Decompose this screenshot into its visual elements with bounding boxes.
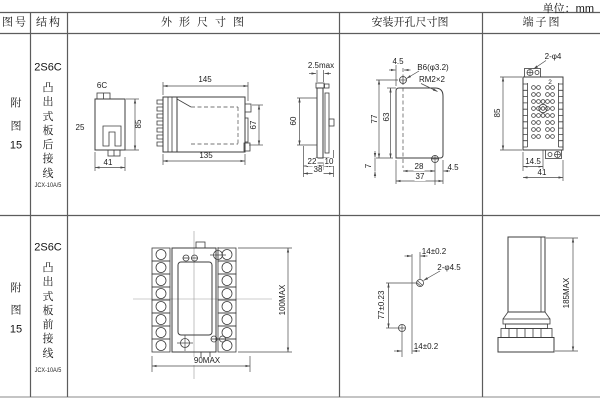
hole-callout-b6: B6(φ3.2) (417, 63, 449, 72)
fig-number-char: 附 (10, 282, 22, 295)
dim-60-label: 60 (289, 116, 298, 126)
fig-number-char: 图 (10, 120, 22, 133)
dim-41-terminal-label: 41 (537, 168, 547, 177)
unit-label: 单位：mm (542, 3, 594, 15)
dim-90max-label: 90MAX (193, 356, 221, 365)
header-outline: 外形尺寸图 (161, 16, 251, 29)
dim-10-label: 10 (324, 157, 334, 166)
dim-145-label: 145 (198, 75, 212, 84)
dim-4-5-top-label: 4.5 (392, 57, 404, 66)
model-code: 2S6C (34, 241, 62, 254)
dim-67-label: 67 (249, 120, 258, 130)
structure-description: 凸出式板后接线 (42, 82, 54, 180)
dim-7-label: 7 (364, 163, 373, 169)
fig-number: 15 (9, 139, 23, 152)
table-grid (0, 13, 600, 398)
header-mounting: 安装开孔尺寸图 (371, 16, 449, 29)
header-structure: 结构 (36, 16, 62, 29)
model-code: 2S6C (34, 61, 62, 74)
dim-14-top-label: 14±0.2 (421, 247, 447, 256)
outline-profile-small-view (95, 93, 139, 171)
dim-37-label: 37 (415, 172, 425, 181)
hole-callout-2phi45: 2-φ4.5 (437, 263, 461, 272)
dim-85-label: 85 (134, 119, 143, 129)
dim-41-label: 41 (103, 158, 113, 167)
fig-number-char: 图 (10, 304, 22, 317)
dim-25max-label: 2.5max (307, 61, 335, 70)
dim-14-bottom-label: 14±0.2 (413, 342, 439, 351)
dim-28-label: 28 (414, 162, 424, 171)
fig-number: 15 (9, 323, 23, 336)
fig-number-char: 附 (10, 97, 22, 110)
dim-85-terminal-label: 85 (493, 108, 502, 118)
pin-number-label: 2 (548, 78, 552, 86)
corner-callout-rm2: RM2×2 (418, 75, 446, 84)
dim-22-label: 22 (307, 157, 317, 166)
dim-14-5-label: 14.5 (525, 157, 541, 166)
header-terminal: 端子图 (522, 16, 562, 29)
relay-type-label: JCX-10A/5 (34, 366, 62, 374)
relay-type-label: JCX-10A/5 (34, 181, 62, 189)
hole-callout-2phi4: 2-φ4 (544, 52, 562, 61)
structure-description: 凸出式板前接线 (42, 262, 54, 360)
dim-6c-label: 6C (96, 81, 108, 90)
dim-135-label: 135 (199, 151, 213, 160)
dim-77-label: 77 (370, 114, 379, 124)
dim-4-5-right-label: 4.5 (447, 163, 459, 172)
dim-100max-label: 100MAX (278, 284, 287, 316)
dim-25-label: 25 (75, 123, 85, 132)
dim-63-label: 63 (382, 112, 391, 122)
header-fig-no: 图号 (2, 16, 28, 29)
dim-38-label: 38 (313, 165, 323, 174)
dim-185max-label: 185MAX (562, 277, 571, 309)
dim-77-tol-label: 77±0.23 (377, 290, 386, 320)
